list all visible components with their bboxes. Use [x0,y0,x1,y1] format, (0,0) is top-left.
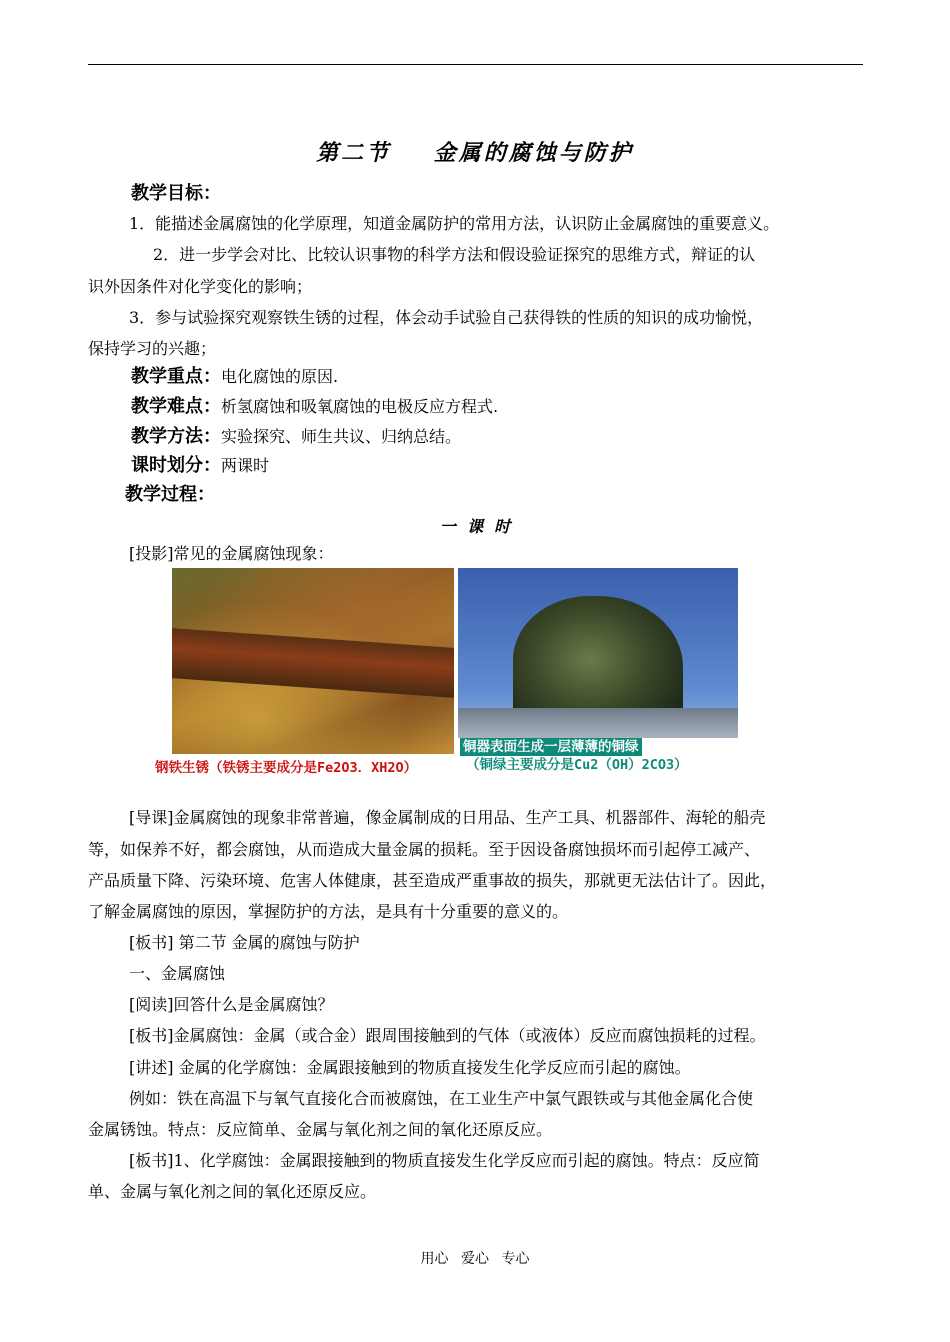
schedule [131,455,269,477]
objective-1: 1．能描述金属腐蚀的化学原理，知道金属防护的常用方法，认识防止金属腐蚀的重要意义。 [129,214,780,233]
key-point [131,366,338,388]
difficulty-label: 教学难点： [131,396,221,417]
difficulty [131,396,498,418]
section-title: 第二节 金属的腐蚀与防护 [316,141,634,166]
page-footer: 用心 爱心 专心 [420,1251,530,1267]
body-line-3: 产品质量下降、污染环境、危害人体健康，甚至造成严重事故的损失，那就更无法估计了。因此， [88,871,777,890]
bronze-lion-photo [458,568,738,738]
objective-2: 2．进一步学会对比、比较认识事物的科学方法和假设验证探究的思维方式，辩证的认 [153,245,756,264]
process-heading: 教学过程： [125,484,215,505]
method-label: 教学方法： [131,426,221,447]
stone-plinth [458,708,738,738]
lesson-heading: 一 课 时 [439,517,511,536]
body-line-11: 金属锈蚀。特点：反应简单、金属与氧化剂之间的氧化还原反应。 [88,1120,553,1139]
body-line-5: [板书] 第二节 金属的腐蚀与防护 [129,933,360,952]
schedule-value: 两课时 [221,456,270,475]
body-line-7: [阅读]回答什么是金属腐蚀？ [129,995,334,1014]
objectives-heading: 教学目标： [131,183,221,204]
body-line-8: [板书]金属腐蚀：金属（或合金）跟周围接触到的气体（或液体）反应而腐蚀损耗的过程。 [129,1026,766,1045]
body-line-10: 例如：铁在高温下与氧气直接化合而被腐蚀，在工业生产中氯气跟铁或与其他金属化合使 [129,1089,754,1108]
teaching-method [131,426,461,448]
copper-caption-line2: （铜绿主要成分是Cu2（OH）2CO3） [466,757,688,773]
header-rule [88,64,863,65]
key-point-label: 教学重点： [131,366,221,387]
method-value: 实验探究、师生共议、归纳总结。 [221,427,462,446]
body-line-2: 等，如保养不好，都会腐蚀，从而造成大量金属的损耗。至于因设备腐蚀损坏而引起停工减产、 [88,840,761,859]
body-line-4: 了解金属腐蚀的原因，掌握防护的方法，是具有十分重要的意义的。 [88,902,569,921]
body-line-1: [导课]金属腐蚀的现象非常普遍，像金属制成的日用品、生产工具、机器部件、海轮的船壳 [129,808,766,827]
body-line-9: [讲述] 金属的化学腐蚀：金属跟接触到的物质直接发生化学反应而引起的腐蚀。 [129,1058,691,1077]
rust-caption: 钢铁生锈（铁锈主要成分是Fe2O3．XH2O） [155,760,418,776]
rusted-beam [172,628,454,698]
difficulty-value: 析氢腐蚀和吸氧腐蚀的电极反应方程式. [221,397,499,416]
key-point-value: 电化腐蚀的原因. [221,367,339,386]
objective-3: 3．参与试验探究观察铁生锈的过程，体会动手试验自己获得铁的性质的知识的成功愉悦， [129,308,764,327]
body-line-12: [板书]1、化学腐蚀：金属跟接触到的物质直接发生化学反应而引起的腐蚀。特点：反应简 [129,1151,760,1170]
body-line-6: 一、金属腐蚀 [129,964,226,983]
copper-caption-line1: 铜器表面生成一层薄薄的铜绿 [460,738,642,756]
projection-intro: [投影]常见的金属腐蚀现象： [129,544,334,563]
body-line-13: 单、金属与氧化剂之间的氧化还原反应。 [88,1182,377,1201]
objective-3-cont: 保持学习的兴趣； [88,339,217,358]
schedule-label: 课时划分： [131,455,221,476]
objective-2-cont: 识外因条件对化学变化的影响； [88,277,313,296]
rusted-steel-photo [172,568,454,754]
